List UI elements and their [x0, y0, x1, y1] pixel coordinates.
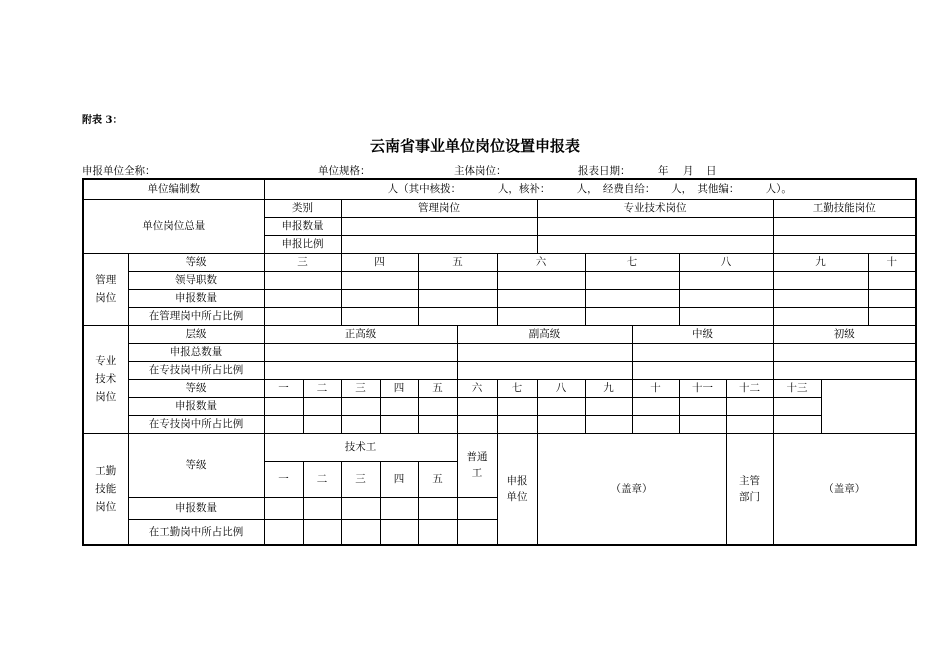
pro-grade-cell[interactable]: [537, 397, 585, 415]
worker-grade: 三: [341, 461, 380, 497]
pro-grade: 十二: [726, 379, 773, 397]
pro-grade-label: 等级: [128, 379, 264, 397]
worker-cell[interactable]: [380, 497, 418, 519]
pro-grade: 五: [418, 379, 457, 397]
mgmt-grade: 五: [418, 253, 497, 271]
mgmt-cell[interactable]: [264, 289, 341, 307]
pro-grade-cell[interactable]: [457, 397, 497, 415]
pro-level-cell[interactable]: [264, 361, 457, 379]
pro-grade: 六: [457, 379, 497, 397]
attachment-label: 附表 3：: [82, 115, 123, 126]
pro-grade-cell[interactable]: [497, 397, 537, 415]
pro-section-label: 专业 技术 岗位: [83, 325, 128, 433]
total-category-worker: 工勤技能岗位: [773, 199, 916, 217]
mgmt-row-label: 在管理岗中所占比例: [128, 307, 264, 325]
pro-grade-cell[interactable]: [585, 415, 632, 433]
mgmt-cell[interactable]: [868, 289, 916, 307]
mgmt-cell[interactable]: [418, 271, 497, 289]
worker-cell[interactable]: [418, 519, 457, 545]
worker-cell[interactable]: [457, 519, 497, 545]
pro-row-label: 在专技岗中所占比例: [128, 415, 264, 433]
mgmt-cell[interactable]: [264, 307, 341, 325]
mgmt-grade: 四: [341, 253, 418, 271]
pro-grade: 七: [497, 379, 537, 397]
mgmt-cell[interactable]: [773, 271, 868, 289]
mgmt-row-label: 领导职数: [128, 271, 264, 289]
mgmt-cell[interactable]: [868, 307, 916, 325]
total-cell[interactable]: [537, 217, 773, 235]
pro-grade: 一: [264, 379, 303, 397]
mgmt-grade: 九: [773, 253, 868, 271]
worker-grade-label: 等级: [128, 433, 264, 497]
pro-grade-cell[interactable]: [303, 397, 341, 415]
pro-grade: 十: [632, 379, 679, 397]
mgmt-cell[interactable]: [773, 289, 868, 307]
mgmt-cell[interactable]: [585, 289, 679, 307]
worker-cell[interactable]: [380, 519, 418, 545]
total-cell[interactable]: [341, 217, 537, 235]
pro-grade: 十一: [679, 379, 726, 397]
mgmt-cell[interactable]: [679, 289, 773, 307]
worker-grade: 一: [264, 461, 303, 497]
pro-grade-cell[interactable]: [632, 415, 679, 433]
day-label: 日: [706, 165, 717, 177]
worker-row-label: 在工勤岗中所占比例: [128, 519, 264, 545]
total-cell[interactable]: [773, 217, 916, 235]
total-row-label: 申报比例: [264, 235, 341, 253]
pro-row-label: 申报数量: [128, 397, 264, 415]
mgmt-cell[interactable]: [341, 307, 418, 325]
total-category-mgmt: 管理岗位: [341, 199, 537, 217]
pro-grade-cell[interactable]: [537, 415, 585, 433]
pro-grade-cell[interactable]: [679, 397, 726, 415]
pro-grade-cell[interactable]: [264, 397, 303, 415]
pro-row-label: 申报总数量: [128, 343, 264, 361]
mgmt-grade-label: 等级: [128, 253, 264, 271]
mgmt-row-label: 申报数量: [128, 289, 264, 307]
mgmt-cell[interactable]: [264, 271, 341, 289]
worker-section-label: 工勤 技能 岗位: [83, 433, 128, 545]
total-type-header: 类别: [264, 199, 341, 217]
pro-grade-cell[interactable]: [585, 397, 632, 415]
worker-cell[interactable]: [303, 497, 341, 519]
pro-grade-cell[interactable]: [773, 397, 821, 415]
total-cell[interactable]: [341, 235, 537, 253]
mgmt-cell[interactable]: [773, 307, 868, 325]
mgmt-cell[interactable]: [585, 307, 679, 325]
pro-grade: 八: [537, 379, 585, 397]
applicant-unit-label: 申报 单位: [497, 433, 537, 545]
pro-grade-cell[interactable]: [303, 415, 341, 433]
mgmt-grade: 三: [264, 253, 341, 271]
mgmt-cell[interactable]: [868, 271, 916, 289]
worker-grade: 五: [418, 461, 457, 497]
total-label: 单位岗位总量: [83, 199, 264, 253]
worker-cell[interactable]: [341, 497, 380, 519]
pro-level-cell[interactable]: [457, 361, 632, 379]
mgmt-cell[interactable]: [341, 271, 418, 289]
mgmt-cell[interactable]: [497, 271, 585, 289]
total-cell[interactable]: [773, 235, 916, 253]
mgmt-section-label: 管理 岗位: [83, 253, 128, 325]
report-date-label: 报表日期：: [578, 165, 631, 177]
worker-ordinary-header: 普通 工: [457, 433, 497, 497]
pro-level: 正高级: [264, 325, 457, 343]
pro-grade-cell[interactable]: [773, 415, 821, 433]
worker-skilled-header: 技术工: [264, 433, 457, 461]
supervising-dept-label: 主管 部门: [726, 433, 773, 545]
worker-cell[interactable]: [418, 497, 457, 519]
worker-row-label: 申报数量: [128, 497, 264, 519]
staffing-value: 人（其中核拨： 人，核补： 人， 经费自给： 人， 其他编： 人）。: [264, 179, 916, 199]
mgmt-cell[interactable]: [679, 307, 773, 325]
mgmt-grade: 六: [497, 253, 585, 271]
pro-level: 中级: [632, 325, 773, 343]
pro-level: 副高级: [457, 325, 632, 343]
form-title: 云南省事业单位岗位设置申报表: [369, 137, 580, 155]
total-row-label: 申报数量: [264, 217, 341, 235]
pro-level-label: 层级: [128, 325, 264, 343]
worker-grade: 二: [303, 461, 341, 497]
mgmt-cell[interactable]: [679, 271, 773, 289]
pro-level-cell[interactable]: [632, 343, 773, 361]
pro-grade-cell[interactable]: [726, 415, 773, 433]
pro-level-cell[interactable]: [773, 343, 916, 361]
mgmt-cell[interactable]: [497, 289, 585, 307]
pro-level-cell[interactable]: [773, 361, 916, 379]
pro-grade: 十三: [773, 379, 821, 397]
worker-grade: 四: [380, 461, 418, 497]
staffing-label: 单位编制数: [83, 179, 264, 199]
worker-cell[interactable]: [264, 519, 303, 545]
pro-level-cell[interactable]: [457, 343, 632, 361]
unit-scale-label: 单位规格：: [318, 165, 371, 177]
dept-seal-area[interactable]: （盖章）: [773, 433, 916, 545]
year-label: 年: [658, 165, 669, 177]
applicant-seal-area[interactable]: （盖章）: [537, 433, 726, 545]
worker-cell[interactable]: [341, 519, 380, 545]
pro-level: 初级: [773, 325, 916, 343]
pro-grade: 九: [585, 379, 632, 397]
pro-grade: 二: [303, 379, 341, 397]
pro-grade-cell[interactable]: [380, 397, 418, 415]
total-cell[interactable]: [537, 235, 773, 253]
pro-level-cell[interactable]: [264, 343, 457, 361]
pro-grade-cell[interactable]: [418, 415, 457, 433]
pro-grade-cell[interactable]: [418, 397, 457, 415]
pro-grade-cell[interactable]: [726, 397, 773, 415]
post-application-form: [82, 178, 917, 546]
worker-cell[interactable]: [264, 497, 303, 519]
pro-grade: 三: [341, 379, 380, 397]
pro-grade-cell[interactable]: [264, 415, 303, 433]
pro-grade-cell[interactable]: [341, 415, 380, 433]
pro-grade-cell[interactable]: [679, 415, 726, 433]
mgmt-grade: 十: [868, 253, 916, 271]
unit-full-name-label: 申报单位全称：: [82, 165, 156, 177]
pro-grade: 四: [380, 379, 418, 397]
total-category-pro: 专业技术岗位: [537, 199, 773, 217]
pro-grade-cell[interactable]: [380, 415, 418, 433]
pro-level-cell[interactable]: [632, 361, 773, 379]
worker-cell[interactable]: [457, 497, 497, 519]
main-post-label: 主体岗位：: [454, 165, 507, 177]
pro-grade-cell[interactable]: [457, 415, 497, 433]
pro-grade-cell[interactable]: [341, 397, 380, 415]
mgmt-cell[interactable]: [585, 271, 679, 289]
mgmt-grade: 八: [679, 253, 773, 271]
pro-grade-cell[interactable]: [632, 397, 679, 415]
mgmt-cell[interactable]: [341, 289, 418, 307]
pro-row-label: 在专技岗中所占比例: [128, 361, 264, 379]
mgmt-cell[interactable]: [418, 307, 497, 325]
mgmt-cell[interactable]: [418, 289, 497, 307]
worker-cell[interactable]: [303, 519, 341, 545]
mgmt-cell[interactable]: [497, 307, 585, 325]
month-label: 月: [683, 165, 694, 177]
mgmt-grade: 七: [585, 253, 679, 271]
pro-grade-cell[interactable]: [497, 415, 537, 433]
